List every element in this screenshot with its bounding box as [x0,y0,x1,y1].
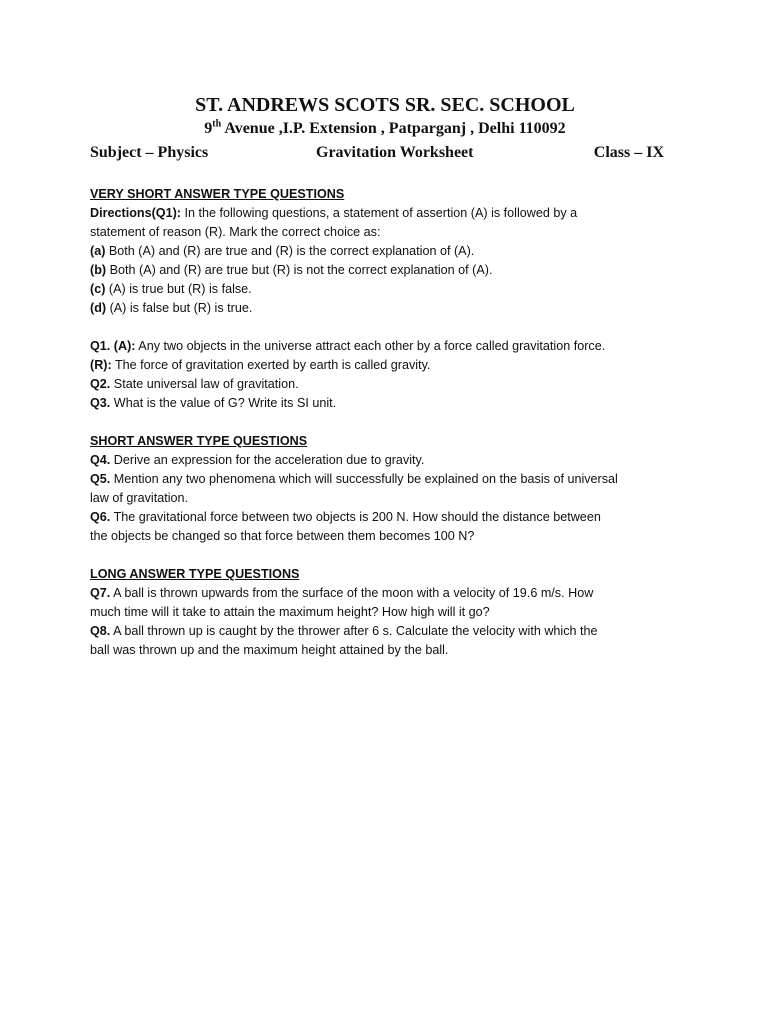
school-name: ST. ANDREWS SCOTS SR. SEC. SCHOOL [195,94,575,116]
option-a [90,242,680,261]
subject-label: Subject – Physics [90,144,209,161]
option-label: (a) [90,244,106,258]
worksheet-meta-row [90,144,666,164]
worksheet-body [90,185,680,660]
option-text: Both (A) and (R) are true but (R) is not the correct explanation of (A). [106,263,493,277]
question-8-line-2: ball was thrown up and the maximum height attained by the ball. [90,643,449,657]
question-2 [90,375,680,394]
spacer [90,318,680,337]
option-text: (A) is true but (R) is false. [105,282,252,296]
question-4 [90,451,680,470]
section-heading-short: SHORT ANSWER TYPE QUESTIONS [90,434,308,448]
question-text: What is the value of G? Write its SI unit. [110,396,337,410]
question-label: Q4. [90,453,111,467]
spacer [90,546,680,565]
question-label: Q3. [90,396,111,410]
question-text: The gravitational force between two objects is 200 N. How should the distance between [110,510,601,524]
question-5-line-2: law of gravitation. [90,491,189,505]
option-label: (d) [90,301,107,315]
question-text: Derive an expression for the acceleration due to gravity. [110,453,425,467]
question-label: Q1. (A): [90,339,136,353]
section-heading-long: LONG ANSWER TYPE QUESTIONS [90,567,300,581]
question-7-line-2: much time will it take to attain the maximum height? How high will it go? [90,605,490,619]
question-7-line-1 [90,584,680,603]
question-text: Any two objects in the universe attract each other by a force called gravitation force. [135,339,606,353]
question-8-line-1 [90,622,680,641]
question-label: Q8. [90,624,111,638]
question-text: State universal law of gravitation. [110,377,299,391]
question-3 [90,394,680,413]
question-label: Q2. [90,377,111,391]
question-6-line-2: the objects be changed so that force between them becomes 100 N? [90,529,475,543]
school-address [90,120,680,138]
address-superscript: th [212,118,222,130]
question-5-line-1 [90,470,680,489]
question-text: A ball is thrown upwards from the surface of the moon with a velocity of 19.6 m/s. How [110,586,594,600]
option-c [90,280,680,299]
directions-line-1 [90,204,680,223]
question-label: Q6. [90,510,111,524]
question-6-line-1 [90,508,680,527]
option-d [90,299,680,318]
option-text: (A) is false but (R) is true. [106,301,253,315]
question-label: Q5. [90,472,111,486]
question-text: The force of gravitation exerted by earth is called gravity. [111,358,431,372]
question-label: (R): [90,358,112,372]
question-1-assertion [90,337,680,356]
directions-label: Directions(Q1): [90,206,181,220]
question-text: A ball thrown up is caught by the thrower after 6 s. Calculate the velocity with which the [110,624,598,638]
question-label: Q7. [90,586,111,600]
question-text: Mention any two phenomena which will successfully be explained on the basis of universal [110,472,618,486]
address-rest: Avenue ,I.P. Extension , Patparganj , Delhi 110092 [221,120,566,137]
option-b [90,261,680,280]
option-text: Both (A) and (R) are true and (R) is the correct explanation of (A). [105,244,475,258]
class-label: Class – IX [593,144,664,161]
section-heading-very-short: VERY SHORT ANSWER TYPE QUESTIONS [90,187,345,201]
spacer [90,413,680,432]
directions-text-1: In the following questions, a statement of assertion (A) is followed by a [180,206,578,220]
question-1-reason [90,356,680,375]
address-number: 9 [204,120,213,137]
worksheet-title: Gravitation Worksheet [316,144,474,161]
directions-line-2: statement of reason (R). Mark the correct choice as: [90,225,381,239]
option-label: (b) [90,263,107,277]
option-label: (c) [90,282,106,296]
